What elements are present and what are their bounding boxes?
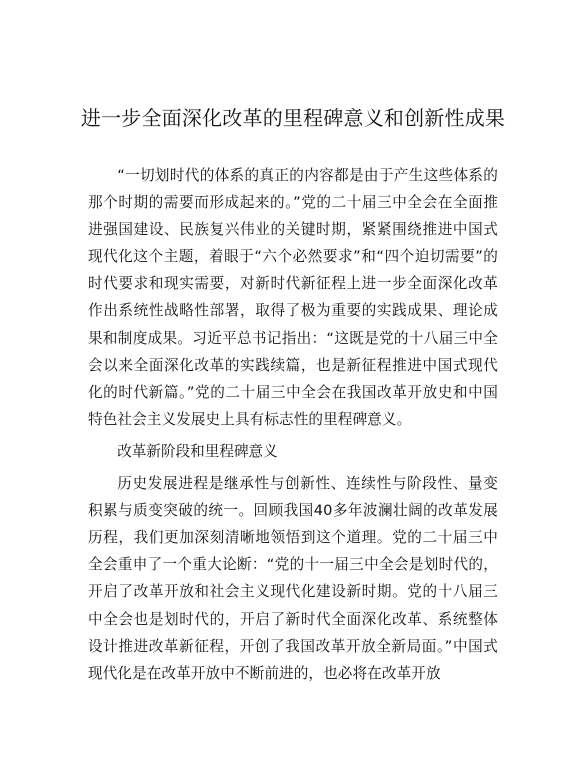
document-title: 进一步全面深化改革的里程碑意义和创新性成果	[80, 106, 506, 130]
section-paragraph: 历史发展进程是继承性与创新性、连续性与阶段性、量变积累与质变突破的统一。回顾我国40多年波澜壮阔的改革发展历程，我们更加深刻清晰地领悟到这个道理。党的二十届三中全会重申了一个重大论断：“党的十一届三中全会是划时代的，开启了改革开放和社会主义现代化建设新时期。党的十八届三中全会也是划时代的，开启了新时代全面深化改革、系统整体设计推进改革新征程，开创了我国改革开放全新局面。”中国式现代化是在改革开放中不断前进的，也必将在改革开放	[88, 475, 498, 682]
document-body	[88, 162, 498, 687]
section-heading: 改革新阶段和里程碑意义	[117, 442, 278, 460]
intro-paragraph: “一切划时代的体系的真正的内容都是由于产生这些体系的那个时期的需要而形成起来的。”党的二十届三中全会在全面推进强国建设、民族复兴伟业的关键时期，紧紧围绕推进中国式现代化这个主题，着眼于“六个必然要求”和“四个迫切需要”的时代要求和现实需要，对新时代新征程上进一步全面深化改革作出系统性战略性部署，取得了极为重要的实践成果、理论成果和制度成果。习近平总书记指出：“这既是党的十八届三中全会以来全面深化改革的实践续篇，也是新征程推进中国式现代化的时代新篇。”党的二十届三中全会在我国改革开放史和中国特色社会主义发展史上具有标志性的里程碑意义。	[88, 167, 498, 428]
